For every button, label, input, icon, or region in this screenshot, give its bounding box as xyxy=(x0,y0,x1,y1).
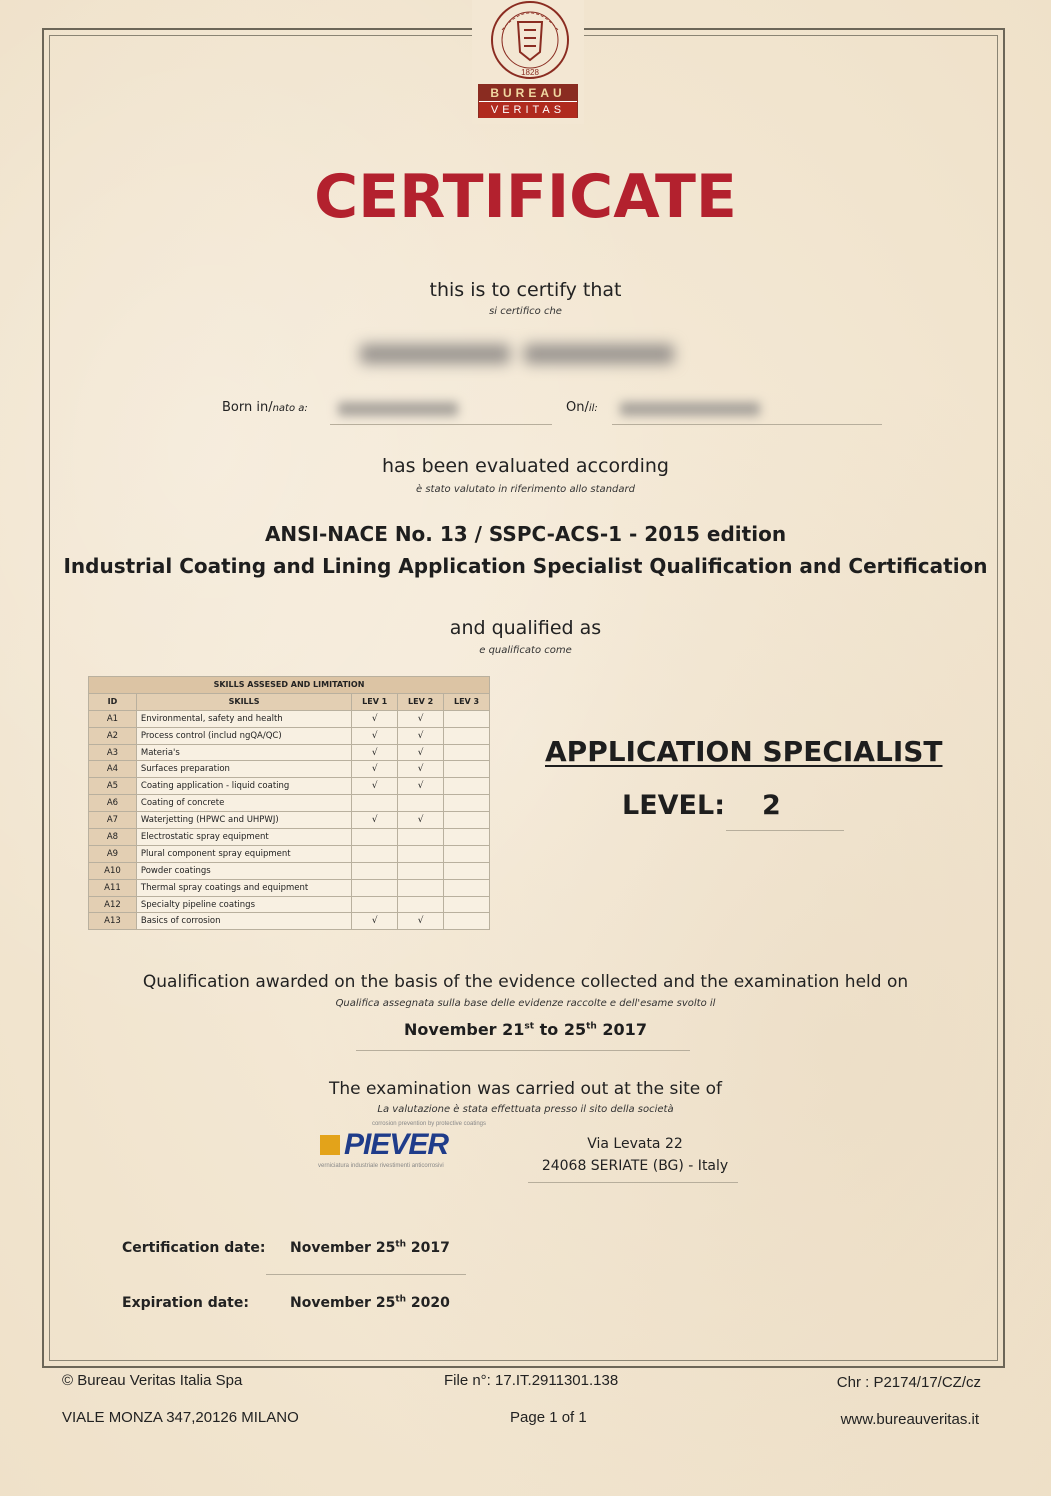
skills-table-caption: SKILLS ASSESED AND LIMITATION xyxy=(89,677,490,694)
born-in-label: Born in/nato a: xyxy=(222,400,308,415)
address-underline xyxy=(528,1182,738,1183)
skills-row xyxy=(89,778,490,795)
level-value: 2 xyxy=(762,790,781,821)
evaluated-subtext: è stato valutato in riferimento allo standard xyxy=(416,484,635,495)
skills-row xyxy=(89,744,490,761)
footer-company: © Bureau Veritas Italia Spa xyxy=(62,1372,243,1389)
skill-lev3 xyxy=(444,795,490,812)
skill-name: Coating application - liquid coating xyxy=(136,778,351,795)
qualified-subtext: e qualificato come xyxy=(479,645,572,656)
skill-lev3 xyxy=(444,778,490,795)
redacted-birthdate xyxy=(620,402,760,416)
certification-date-value: November 25th 2017 xyxy=(290,1239,450,1256)
piever-tagline-top: corrosion prevention by protective coatings xyxy=(371,1121,486,1127)
expiration-date-value: November 25th 2020 xyxy=(290,1294,450,1311)
skill-lev3 xyxy=(444,744,490,761)
certify-subtext: si certifico che xyxy=(489,306,562,317)
skill-lev1 xyxy=(352,829,398,846)
col-header-id: ID xyxy=(89,693,137,710)
standard-line-1: ANSI-NACE No. 13 / SSPC-ACS-1 - 2015 edition xyxy=(264,522,787,546)
standard-line-2: Industrial Coating and Lining Application Specialist Qualification and Certification xyxy=(63,554,988,578)
skill-id: A6 xyxy=(89,795,137,812)
skills-row xyxy=(89,829,490,846)
skill-lev1: √ xyxy=(352,812,398,829)
skills-table xyxy=(88,676,490,930)
skill-id: A5 xyxy=(89,778,137,795)
skill-lev2 xyxy=(398,829,444,846)
skill-lev2 xyxy=(398,896,444,913)
skill-lev2 xyxy=(398,879,444,896)
skill-lev3 xyxy=(444,879,490,896)
birthdate-underline xyxy=(612,424,882,425)
col-header-lev3: LEV 3 xyxy=(444,693,490,710)
certify-text: this is to certify that xyxy=(429,279,622,301)
skills-row xyxy=(89,812,490,829)
skill-lev2 xyxy=(398,795,444,812)
skill-lev1 xyxy=(352,862,398,879)
skill-name: Electrostatic spray equipment xyxy=(136,829,351,846)
award-dates: November 21st to 25th 2017 xyxy=(404,1020,647,1039)
footer-page: Page 1 of 1 xyxy=(510,1409,587,1426)
footer-website: www.bureauveritas.it xyxy=(840,1411,979,1428)
bureau-veritas-logo xyxy=(478,84,578,118)
piever-tagline-bottom: verniciatura industriale rivestimenti anticorrosivi xyxy=(318,1163,444,1169)
skill-id: A8 xyxy=(89,829,137,846)
skills-row xyxy=(89,896,490,913)
skill-name: Materia's xyxy=(136,744,351,761)
skill-lev2: √ xyxy=(398,744,444,761)
skill-lev1: √ xyxy=(352,913,398,930)
skills-row xyxy=(89,761,490,778)
skill-name: Specialty pipeline coatings xyxy=(136,896,351,913)
skill-name: Environmental, safety and health xyxy=(136,710,351,727)
logo-text-veritas: VERITAS xyxy=(479,102,577,118)
skill-lev3 xyxy=(444,727,490,744)
skill-lev3 xyxy=(444,710,490,727)
skill-lev1 xyxy=(352,879,398,896)
col-header-lev2: LEV 2 xyxy=(398,693,444,710)
address-line-2: 24068 SERIATE (BG) - Italy xyxy=(541,1158,729,1174)
skill-id: A10 xyxy=(89,862,137,879)
skill-name: Coating of concrete xyxy=(136,795,351,812)
skill-name: Thermal spray coatings and equipment xyxy=(136,879,351,896)
redacted-birthplace xyxy=(338,402,458,416)
skill-id: A2 xyxy=(89,727,137,744)
skills-row xyxy=(89,913,490,930)
skill-lev3 xyxy=(444,862,490,879)
skill-lev1 xyxy=(352,845,398,862)
piever-company-logo xyxy=(318,1120,486,1174)
skill-name: Powder coatings xyxy=(136,862,351,879)
skill-lev3 xyxy=(444,761,490,778)
footer-chr: Chr : P2174/17/CZ/cz xyxy=(836,1374,981,1391)
skill-id: A11 xyxy=(89,879,137,896)
skill-lev2: √ xyxy=(398,812,444,829)
skills-row xyxy=(89,862,490,879)
skill-lev3 xyxy=(444,913,490,930)
piever-logo-word: PIEVER xyxy=(344,1128,449,1161)
skills-table-body xyxy=(89,710,490,930)
role-title: APPLICATION SPECIALIST xyxy=(545,735,943,768)
expiration-date-label: Expiration date: xyxy=(122,1295,249,1311)
skill-lev2: √ xyxy=(398,727,444,744)
skill-lev2 xyxy=(398,845,444,862)
seal-year: 1828 xyxy=(521,68,539,77)
skill-lev3 xyxy=(444,812,490,829)
skill-lev1: √ xyxy=(352,710,398,727)
skill-id: A12 xyxy=(89,896,137,913)
award-subtext: Qualifica assegnata sulla base delle evidenze raccolte e dell'esame svolto il xyxy=(335,998,716,1009)
col-header-lev1: LEV 1 xyxy=(352,693,398,710)
birthplace-underline xyxy=(330,424,552,425)
redacted-name xyxy=(360,344,700,372)
skill-lev2 xyxy=(398,862,444,879)
skill-lev2: √ xyxy=(398,778,444,795)
level-label: LEVEL: xyxy=(622,790,725,821)
certificate-title: CERTIFICATE xyxy=(314,162,737,232)
skill-name: Process control (includ ngQA/QC) xyxy=(136,727,351,744)
skills-row xyxy=(89,727,490,744)
skill-lev1: √ xyxy=(352,744,398,761)
skill-lev3 xyxy=(444,896,490,913)
born-on-label: On/il: xyxy=(566,400,598,415)
piever-square-icon xyxy=(320,1135,340,1155)
exam-site-subtext: La valutazione è stata effettuata presso il sito della società xyxy=(377,1104,674,1115)
award-date-underline xyxy=(356,1050,690,1051)
skill-id: A7 xyxy=(89,812,137,829)
skill-lev2: √ xyxy=(398,913,444,930)
skill-lev3 xyxy=(444,829,490,846)
skill-id: A9 xyxy=(89,845,137,862)
award-text: Qualification awarded on the basis of the evidence collected and the examination held on xyxy=(142,972,909,992)
evaluated-text: has been evaluated according xyxy=(381,455,669,477)
skill-name: Surfaces preparation xyxy=(136,761,351,778)
skill-lev2: √ xyxy=(398,710,444,727)
qualified-text: and qualified as xyxy=(449,617,602,639)
col-header-skills: SKILLS xyxy=(136,693,351,710)
exam-site-text: The examination was carried out at the site of xyxy=(328,1079,723,1099)
skill-name: Basics of corrosion xyxy=(136,913,351,930)
certification-date-label: Certification date: xyxy=(122,1240,266,1256)
skills-row xyxy=(89,879,490,896)
skill-name: Plural component spray equipment xyxy=(136,845,351,862)
skills-row xyxy=(89,845,490,862)
address-line-1: Via Levata 22 xyxy=(587,1136,683,1152)
skill-name: Waterjetting (HPWC and UHPWJ) xyxy=(136,812,351,829)
level-underline xyxy=(726,830,844,831)
bureau-veritas-seal-icon xyxy=(482,0,578,82)
footer-file-number: File n°: 17.IT.2911301.138 xyxy=(444,1372,619,1389)
skill-lev2: √ xyxy=(398,761,444,778)
skills-row xyxy=(89,710,490,727)
skill-lev1: √ xyxy=(352,761,398,778)
exam-site-address xyxy=(530,1133,740,1177)
footer-address: VIALE MONZA 347,20126 MILANO xyxy=(62,1409,299,1426)
skill-id: A13 xyxy=(89,913,137,930)
skill-lev1: √ xyxy=(352,727,398,744)
skills-row xyxy=(89,795,490,812)
certification-date-underline xyxy=(266,1274,466,1275)
skill-lev1: √ xyxy=(352,778,398,795)
skill-lev1 xyxy=(352,795,398,812)
logo-text-bureau: BUREAU xyxy=(479,85,577,101)
skill-id: A1 xyxy=(89,710,137,727)
skill-id: A3 xyxy=(89,744,137,761)
skill-lev1 xyxy=(352,896,398,913)
skill-id: A4 xyxy=(89,761,137,778)
skill-lev3 xyxy=(444,845,490,862)
